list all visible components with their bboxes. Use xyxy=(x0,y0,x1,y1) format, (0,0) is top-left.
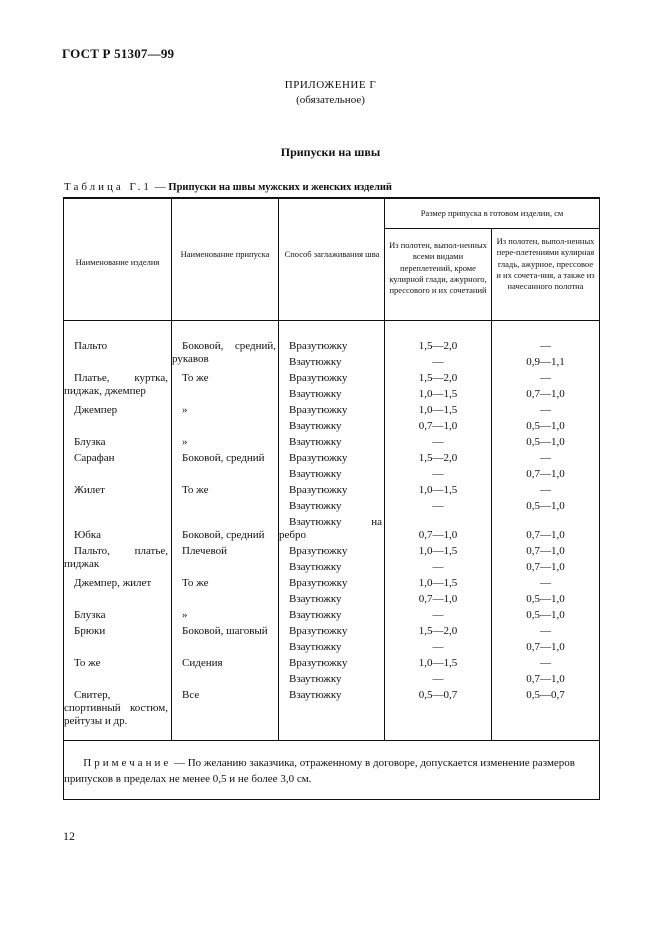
row-allowance: Боковой, средний, рукавов xyxy=(172,340,276,365)
row-allowance: Боковой, средний xyxy=(182,452,265,464)
row-size-a: 0,7—1,0 xyxy=(418,593,458,605)
row-size-a: — xyxy=(432,500,444,512)
row-method: Вразутюжку xyxy=(289,545,348,557)
row-size-a: 1,5—2,0 xyxy=(418,340,458,352)
row-size-b: — xyxy=(540,484,551,496)
header-item-name: Наименование изделия xyxy=(75,257,160,267)
row-method: Вразутюжку xyxy=(289,340,348,352)
row-size-a: — xyxy=(432,436,444,448)
document-code: ГОСТ Р 51307—99 xyxy=(62,46,175,61)
table-caption-dash: — xyxy=(151,181,169,193)
row-allowance: То же xyxy=(182,484,209,496)
row-allowance: » xyxy=(182,436,188,448)
row-size-a: 1,0—1,5 xyxy=(418,545,458,557)
row-allowance: Плечевой xyxy=(182,545,227,557)
row-allowance: Боковой, шаговый xyxy=(182,625,268,637)
row-size-a: 1,0—1,5 xyxy=(418,577,458,589)
row-size-b: — xyxy=(540,577,551,589)
row-size-b: — xyxy=(540,452,551,464)
row-size-b: 0,7—1,0 xyxy=(526,388,565,400)
row-item-name: Пальто xyxy=(74,340,108,352)
row-size-b: 0,7—1,0 xyxy=(526,545,565,557)
row-size-a: — xyxy=(432,356,444,368)
row-item-name: Юбка xyxy=(74,529,101,541)
row-size-a: 1,5—2,0 xyxy=(418,625,458,637)
row-item-name: Жилет xyxy=(74,484,105,496)
header-fabric-b: Из полотен, выпол-ненных пере-плетениями кулирная гладь, ажурное, прессовое и их сочета-ния, а также из начесанного полотна xyxy=(496,236,595,292)
row-method: Взаутюжку xyxy=(289,356,342,368)
row-size-a: — xyxy=(432,561,444,573)
row-size-a: 1,5—2,0 xyxy=(418,372,458,384)
table-caption-title: Припуски на швы мужских и женских изделий xyxy=(168,182,392,193)
table-caption xyxy=(64,181,392,193)
row-method: Взаутюжку xyxy=(289,436,342,448)
row-size-b: — xyxy=(540,657,551,669)
table-caption-label: Таблица Г.1 xyxy=(64,181,152,193)
row-size-b: 0,5—1,0 xyxy=(526,436,565,448)
row-allowance: То же xyxy=(182,372,209,384)
section-title: Припуски на швы xyxy=(280,145,381,159)
row-item-name: Свитер, спортивный костюм, рейтузы и др. xyxy=(64,689,168,727)
row-item-name: То же xyxy=(74,657,101,669)
row-item-name: Сарафан xyxy=(74,452,115,464)
table-note xyxy=(64,755,599,787)
row-item-name: Брюки xyxy=(74,625,106,637)
row-size-b: — xyxy=(540,340,551,352)
appendix-status: (обязательное) xyxy=(296,94,365,106)
row-size-b: 0,5—0,7 xyxy=(526,689,565,701)
row-method: Взаутюжку xyxy=(289,689,342,701)
row-method: Взаутюжку xyxy=(289,609,342,621)
row-size-b: 0,7—1,0 xyxy=(526,529,565,541)
row-method: Взаутюжку xyxy=(289,641,342,653)
row-allowance: » xyxy=(182,404,188,416)
row-allowance: » xyxy=(182,609,188,621)
row-method: Вразутюжку xyxy=(289,452,348,464)
row-size-b: 0,7—1,0 xyxy=(526,561,565,573)
row-item-name: Блузка xyxy=(74,609,106,621)
row-method: Взаутюжку xyxy=(289,468,342,480)
row-method: Взаутюжку xyxy=(289,561,342,573)
row-item-name: Платье, куртка, пиджак, джемпер xyxy=(64,372,168,397)
row-size-b: 0,5—1,0 xyxy=(526,500,565,512)
row-size-b: 0,7—1,0 xyxy=(526,641,565,653)
header-method: Способ заглаживания шва xyxy=(284,249,380,259)
row-item-name: Блузка xyxy=(74,436,106,448)
row-size-a: 1,0—1,5 xyxy=(418,657,458,669)
row-size-b: 0,5—1,0 xyxy=(526,609,565,621)
row-size-a: 0,7—1,0 xyxy=(418,529,458,541)
page-number: 12 xyxy=(63,829,75,843)
row-method: Вразутюжку xyxy=(289,372,348,384)
row-allowance: Боковой, средний xyxy=(182,529,265,541)
note-label: Примечание xyxy=(83,757,172,769)
row-allowance: Сидения xyxy=(182,657,223,669)
row-size-a: 1,0—1,5 xyxy=(418,388,458,400)
row-size-a: — xyxy=(432,641,444,653)
row-size-b: 0,7—1,0 xyxy=(526,468,565,480)
row-size-a: 1,5—2,0 xyxy=(418,452,458,464)
header-allowance-name: Наименование припуска xyxy=(180,249,270,259)
row-size-a: — xyxy=(432,468,444,480)
row-method: Взаутюжку xyxy=(289,500,342,512)
row-size-b: — xyxy=(540,372,551,384)
row-method: Взаутюжку на ребро xyxy=(279,516,382,541)
row-method: Вразутюжку xyxy=(289,657,348,669)
row-size-a: — xyxy=(432,609,444,621)
header-size-group: Размер припуска в готовом изделии, см xyxy=(420,208,564,218)
row-size-a: 0,5—0,7 xyxy=(418,689,458,701)
row-item-name: Джемпер, жилет xyxy=(74,577,152,589)
row-size-a: 0,7—1,0 xyxy=(418,420,458,432)
row-size-b: 0,9—1,1 xyxy=(526,356,565,368)
header-fabric-a: Из полотен, выпол-ненных всеми видами переплетений, кроме кулирной глади, ажурного, прессового и их сочетаний xyxy=(389,240,487,296)
row-method: Взаутюжку xyxy=(289,388,342,400)
row-item-name: Пальто, платье, пиджак xyxy=(64,545,168,570)
note-text: — По желанию заказчика, отраженному в договоре, допускается изменение размеров припусков в пределах не менее 0,5 и не более 3,0 см. xyxy=(64,757,575,785)
row-size-a: — xyxy=(432,673,444,685)
row-method: Вразутюжку xyxy=(289,404,348,416)
row-method: Взаутюжку xyxy=(289,673,342,685)
appendix-title: ПРИЛОЖЕНИЕ Г xyxy=(284,79,377,91)
row-allowance: Все xyxy=(182,689,200,701)
row-method: Вразутюжку xyxy=(289,577,348,589)
row-size-a: 1,0—1,5 xyxy=(418,484,458,496)
row-allowance: То же xyxy=(182,577,209,589)
row-size-b: 0,5—1,0 xyxy=(526,420,565,432)
row-method: Вразутюжку xyxy=(289,484,348,496)
row-size-b: 0,7—1,0 xyxy=(526,673,565,685)
row-size-b: 0,5—1,0 xyxy=(526,593,565,605)
row-size-a: 1,0—1,5 xyxy=(418,404,458,416)
row-size-b: — xyxy=(540,625,551,637)
row-method: Взаутюжку xyxy=(289,593,342,605)
row-size-b: — xyxy=(540,404,551,416)
row-method: Взаутюжку xyxy=(289,420,342,432)
row-item-name: Джемпер xyxy=(74,404,118,416)
row-method: Вразутюжку xyxy=(289,625,348,637)
